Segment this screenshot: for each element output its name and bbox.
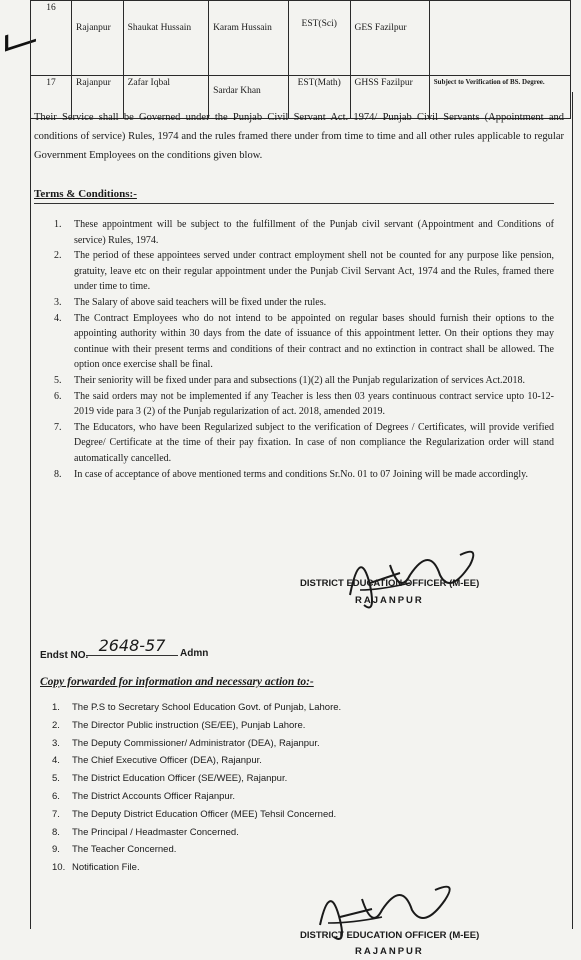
list-item: 4. The Contract Employees who do not intend to be appointed on regular bases should furnish their options to the appointing authority within 30 days from the date of issuance of this appointment letter. On their options they may continue with their present terms and conditions of their contract and no extinction in contract shall be allowed. The option once exercise shall be final. [54, 312, 554, 371]
list-item: 2. The Director Public instruction (SE/EE), Punjab Lahore. [52, 719, 306, 731]
row-district: Rajanpur [72, 76, 124, 119]
signatory-title: DISTRICT EDUCATION OFFICER (M-EE) [300, 578, 480, 589]
list-item: 6. The District Accounts Officer Rajanpur. [52, 790, 235, 802]
list-item: 5. The District Education Officer (SE/WEE), Rajanpur. [52, 773, 288, 785]
row-father: Sardar Khan [209, 76, 289, 119]
row-district: Rajanpur [72, 1, 124, 76]
list-item: 3. The Salary of above said teachers will be fixed under the rules. [54, 296, 327, 308]
list-item: 10. Notification File. [52, 862, 140, 874]
copy-list [52, 699, 341, 877]
row-number: 17 [31, 76, 72, 119]
list-item: 7. The Deputy District Education Officer (MEE) Tehsil Concerned. [52, 808, 337, 820]
list-item: 1. These appointment will be subject to the fulfillment of the Punjab civil servant (Appointment and Conditions of service) Rules, 1974. [54, 219, 554, 246]
row-school: GES Fazilpur [350, 1, 429, 76]
list-item: 1. The P.S to Secretary School Education Govt. of Punjab, Lahore. [52, 702, 342, 713]
row-name: Zafar Iqbal [123, 76, 208, 119]
row-remarks [429, 1, 570, 76]
list-item: 7. The Educators, who have been Regularized subject to the verification of Degrees / Certificates, will provide verified Degree/ Certificate at the time of their pay fixation. In case of non compliance the Regularization order will stand automatically cancelled. [54, 421, 554, 464]
endst-number: 2648-57 [86, 636, 178, 656]
signatory-title: DISTRICT EDUCATION OFFICER (M-EE) [300, 930, 480, 941]
list-item: 3. The Deputy Commissioner/ Administrator (DEA), Rajanpur. [52, 737, 320, 749]
endst-label: Endst NO. [40, 650, 89, 661]
copy-heading: Copy forwarded for information and necessary action to:- [40, 676, 314, 688]
row-post: EST(Math) [288, 76, 350, 119]
divider [34, 203, 554, 204]
terms-heading: Terms & Conditions:- [34, 188, 137, 200]
intro-paragraph: Their Service shall be Governed under the Punjab Civil Servant Act. 1974/ Punjab Civil Servants (Appointment and conditions of service) Rules, 1974 and the rules framed there under from time to time and all other rules applicable to regular Government Employees on the conditions given blow. [34, 112, 564, 161]
list-item: 4. The Chief Executive Officer (DEA), Rajanpur. [52, 755, 262, 767]
row-name: Shaukat Hussain [123, 1, 208, 76]
signatory-district: RAJANPUR [355, 946, 424, 957]
row-father: Karam Hussain [209, 1, 289, 76]
row-post: EST(Sci) [288, 1, 350, 76]
signatory-district: RAJANPUR [355, 595, 424, 606]
list-item: 8. The Principal / Headmaster Concerned. [52, 826, 239, 838]
table-row [31, 1, 571, 76]
list-item: 5. Their seniority will be fixed under para and subsections (1)(2) all the Punjab regularization of services Act.2018. [54, 374, 525, 386]
conditions-list [54, 217, 554, 482]
list-item: 6. The said orders may not be implemented if any Teacher is less then 03 years continuous contract service upto 10-12-2019 vide para 3 (2) of the Punjab regularization of act. 2018, amended 2019. [54, 390, 554, 418]
list-item: 2. The period of these appointees served under contract employment shell not be counted for any purpose like pension, gratuity, leave etc on their regular appointment under the Punjab Civil Servant Act, 1974 and the Rules, framed there under time to time. [54, 250, 554, 293]
endst-suffix: Admn [180, 648, 209, 659]
list-item: 9. The Teacher Concerned. [52, 844, 177, 856]
row-number: 16 [31, 1, 72, 76]
row-school: GHSS Fazilpur [350, 76, 429, 119]
row-remarks: Subject to Verification of BS. Degree. [429, 76, 570, 119]
list-item: 8. In case of acceptance of above mentioned terms and conditions Sr.No. 01 to 07 Joining will be made accordingly. [54, 468, 528, 480]
